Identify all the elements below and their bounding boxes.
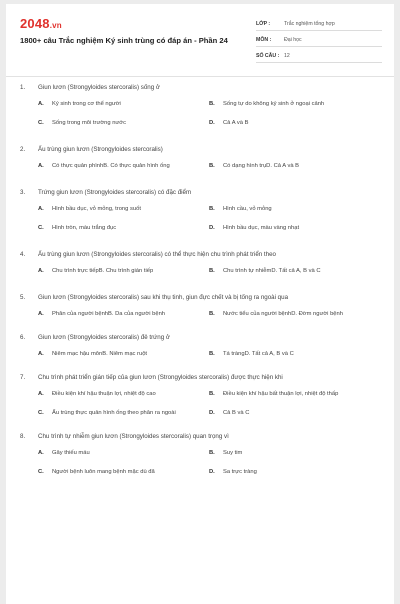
question-prompt: Ấu trùng giun lươn (Strongyloides stercoralis) có thể thực hiện chu trình phát triển theo — [38, 251, 276, 258]
answer-option[interactable] — [38, 449, 209, 457]
answer-key: A. — [38, 206, 44, 212]
site-logo[interactable] — [20, 16, 62, 31]
answer-option[interactable] — [209, 468, 380, 476]
answer-text: Hình bầu dục, màu vàng nhạt — [223, 225, 300, 231]
answer-options — [20, 390, 380, 417]
question-number: 2. — [20, 146, 26, 153]
answer-text: Hình tròn, màu trắng đục — [52, 225, 117, 231]
answer-key: A. — [38, 391, 44, 397]
question-text — [20, 189, 380, 197]
answer-option[interactable] — [209, 350, 380, 358]
question-text — [20, 146, 380, 154]
question-text — [20, 433, 380, 441]
answer-text: Có dạng hình trụD. Cả A và B — [223, 163, 300, 169]
answer-option[interactable] — [38, 119, 209, 127]
question-text — [20, 334, 380, 342]
answer-option[interactable] — [209, 205, 380, 213]
question-prompt: Ấu trùng giun lươn (Strongyloides stercoralis) — [38, 146, 163, 153]
answer-key: D. — [209, 225, 215, 231]
answer-text: Gây thiếu máu — [52, 450, 90, 456]
answer-key: A. — [38, 351, 44, 357]
answer-key: D. — [209, 410, 215, 416]
answer-key: B. — [209, 206, 215, 212]
question-number: 7. — [20, 374, 26, 381]
question-prompt: Chu trình tự nhiễm giun lươn (Strongyloides stercoralis) quan trọng vì — [38, 433, 229, 440]
question-prompt: Giun lươn (Strongyloides stercoralis) sống ở — [38, 84, 160, 91]
question-text — [20, 294, 380, 302]
answer-key: C. — [38, 120, 44, 126]
meta-row-class — [256, 17, 382, 31]
answer-key: A. — [38, 450, 44, 456]
question-number: 4. — [20, 251, 26, 258]
answer-option[interactable] — [38, 310, 209, 318]
answer-text: Sống trong môi trường nước — [52, 120, 127, 126]
answer-key: B. — [209, 163, 215, 169]
answer-option[interactable] — [38, 205, 209, 213]
answer-option[interactable] — [209, 224, 380, 232]
answer-text: Điều kiện khí hậu bất thuận lợi, nhiệt độ thấp — [223, 391, 339, 397]
question-number: 6. — [20, 334, 26, 341]
answer-text: Tá tràngD. Tất cả A, B và C — [223, 351, 294, 357]
answer-key: C. — [38, 410, 44, 416]
answer-key: B. — [209, 268, 215, 274]
answer-text: Người bệnh luôn mang bệnh mặc dù đã — [52, 469, 155, 475]
answer-option[interactable] — [209, 162, 380, 170]
answer-option[interactable] — [38, 224, 209, 232]
answer-option[interactable] — [38, 390, 209, 398]
answer-text: Phân của người bệnhB. Da của người bệnh — [52, 311, 166, 317]
question-number: 5. — [20, 294, 26, 301]
answer-text: Cả B và C — [223, 410, 250, 416]
document-page — [6, 4, 394, 604]
answer-option[interactable] — [38, 100, 209, 108]
answer-option[interactable] — [209, 449, 380, 457]
answer-text: Nước tiểu của người bệnhD. Đờm người bệnh — [223, 311, 343, 317]
answer-options — [20, 449, 380, 476]
question-list — [20, 84, 380, 492]
answer-option[interactable] — [209, 409, 380, 417]
question-item — [20, 146, 380, 170]
question-prompt: Trứng giun lươn (Strongyloides stercoralis) có đặc điểm — [38, 189, 192, 196]
answer-key: B. — [209, 450, 215, 456]
question-item — [20, 189, 380, 232]
answer-option[interactable] — [38, 162, 209, 170]
answer-key: A. — [38, 163, 44, 169]
answer-option[interactable] — [209, 390, 380, 398]
answer-option[interactable] — [38, 468, 209, 476]
answer-key: B. — [209, 311, 215, 317]
document-header — [6, 4, 394, 70]
answer-options — [20, 350, 380, 358]
answer-option[interactable] — [209, 119, 380, 127]
answer-text: Sống tự do không ký sinh ở ngoại cảnh — [223, 101, 325, 107]
question-prompt: Giun lươn (Strongyloides stercoralis) đẻ trứng ở — [38, 334, 170, 341]
answer-key: B. — [209, 101, 215, 107]
answer-text: Có thực quản phìnhB. Có thực quản hình ống — [52, 163, 170, 169]
answer-options — [20, 310, 380, 318]
meta-label: LỚP : — [256, 20, 271, 27]
meta-value: Đại học — [284, 36, 302, 43]
answer-text: Ký sinh trong cơ thể người — [52, 101, 121, 107]
question-text — [20, 251, 380, 259]
answer-option[interactable] — [209, 100, 380, 108]
question-number: 3. — [20, 189, 26, 196]
meta-value: 12 — [284, 52, 290, 59]
question-prompt: Chu trình phát triển gián tiếp của giun lươn (Strongyloides stercoralis) được thực hiện khi — [38, 374, 283, 381]
meta-row-subject — [256, 33, 382, 47]
answer-key: A. — [38, 311, 44, 317]
answer-text: Chu trình trực tiếpB. Chu trình gián tiếp — [52, 268, 154, 274]
answer-options — [20, 100, 380, 127]
logo-suffix: .vn — [49, 21, 62, 30]
answer-key: A. — [38, 101, 44, 107]
answer-key: D. — [209, 469, 215, 475]
answer-text: Niêm mạc hậu mônB. Niêm mạc ruột — [52, 351, 148, 357]
question-number: 1. — [20, 84, 26, 91]
document-title: 1800+ câu Trắc nghiệm Ký sinh trùng có đáp án - Phần 24 — [20, 36, 228, 45]
answer-key: D. — [209, 120, 215, 126]
answer-text: Hình cầu, vỏ mỏng — [223, 206, 272, 212]
question-item — [20, 84, 380, 127]
answer-options — [20, 205, 380, 232]
answer-options — [20, 267, 380, 275]
answer-option[interactable] — [38, 409, 209, 417]
answer-key: C. — [38, 469, 44, 475]
logo-text: 2048 — [20, 16, 50, 31]
question-number: 8. — [20, 433, 26, 440]
answer-text: Chu trình tự nhiễmD. Tất cả A, B và C — [223, 268, 321, 274]
answer-key: A. — [38, 268, 44, 274]
answer-key: C. — [38, 225, 44, 231]
answer-text: Hình bầu dục, vỏ mỏng, trong suốt — [52, 206, 141, 212]
question-item — [20, 433, 380, 476]
question-prompt: Giun lươn (Strongyloides stercoralis) sau khi thụ tinh, giun đực chết và bị tống ra ngoài qua — [38, 294, 289, 301]
meta-label: MÔN : — [256, 36, 272, 43]
meta-value: Trắc nghiệm tổng hợp — [284, 20, 335, 27]
answer-text: Điều kiện khí hậu thuận lợi, nhiệt độ cao — [52, 391, 156, 397]
answer-option[interactable] — [209, 267, 380, 275]
answer-option[interactable] — [38, 267, 209, 275]
header-divider — [6, 76, 394, 77]
answer-text: Ấu trùng thực quản hình ống theo phân ra ngoài — [52, 410, 176, 416]
question-item — [20, 294, 380, 318]
answer-option[interactable] — [209, 310, 380, 318]
question-item — [20, 374, 380, 417]
meta-label: SỐ CÂU : — [256, 52, 280, 59]
answer-text: Cả A và B — [223, 120, 249, 126]
question-text — [20, 84, 380, 92]
answer-key: B. — [209, 391, 215, 397]
answer-key: B. — [209, 351, 215, 357]
question-text — [20, 374, 380, 382]
meta-row-count — [256, 49, 382, 63]
answer-text: Sa trực tràng — [223, 469, 257, 475]
question-item — [20, 251, 380, 275]
answer-options — [20, 162, 380, 170]
question-item — [20, 334, 380, 358]
answer-text: Suy tim — [223, 450, 243, 456]
answer-option[interactable] — [38, 350, 209, 358]
document-meta — [256, 17, 382, 65]
